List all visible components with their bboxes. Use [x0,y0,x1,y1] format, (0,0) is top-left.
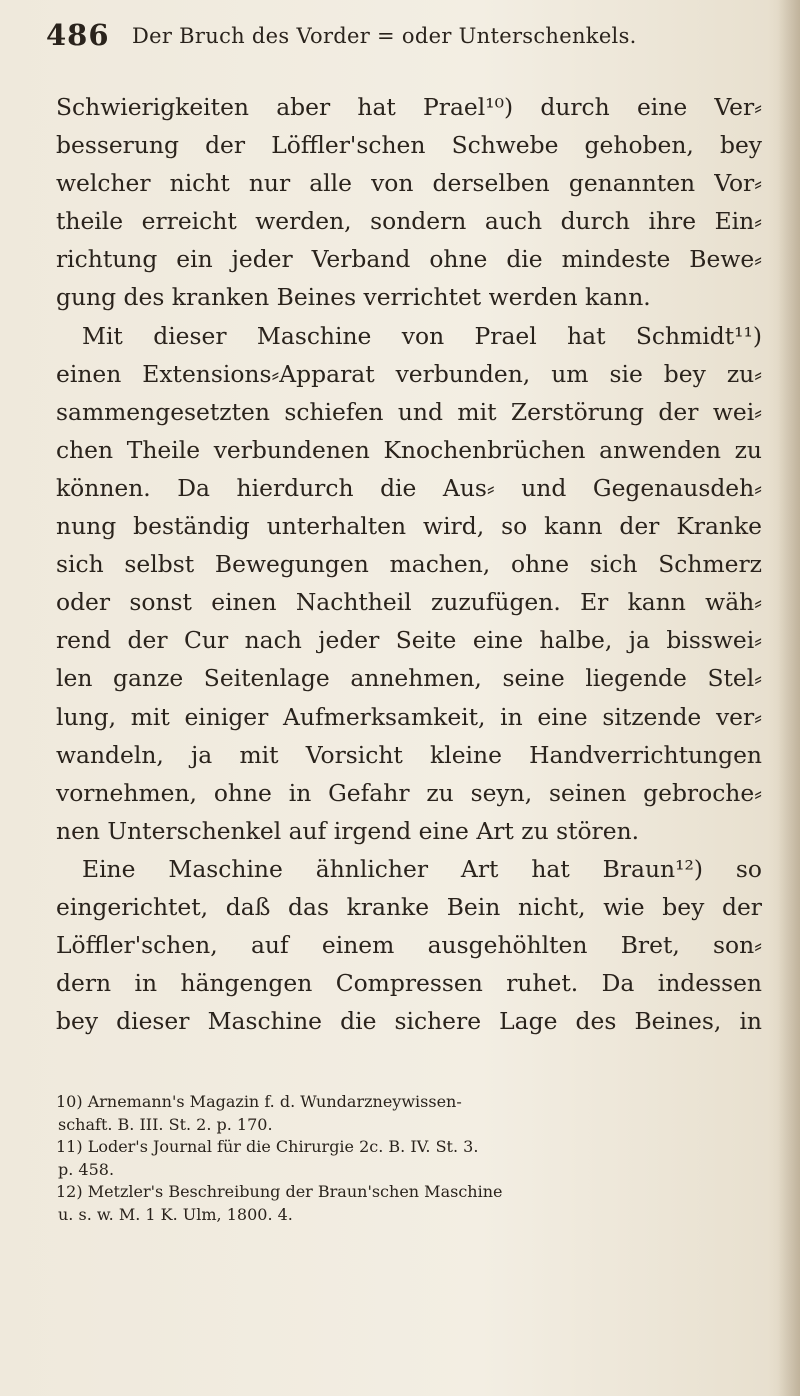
body-text [56,88,762,1040]
text-line: len ganze Seitenlage annehmen, seine liegende Stel⸗ [56,664,762,693]
text-line: können. Da hierdurch die Aus⸗ und Gegenausdeh⸗ [56,473,762,502]
footnote-line: u. s. w. M. 1 K. Ulm, 1800. 4. [58,1204,293,1224]
footnote-line: 10) Arnemann's Magazin f. d. Wundarzneywissen- [56,1092,462,1111]
text-line: eingerichtet, daß das kranke Bein nicht, wie bey der [56,892,762,921]
text-line: lung, mit einiger Aufmerksamkeit, in eine sitzende ver⸗ [56,702,762,731]
text-line: bey dieser Maschine die sichere Lage des Beines, in [56,1007,762,1036]
page-edge-shadow [778,0,800,1396]
running-head: Der Bruch des Vorder = oder Unterschenkels. [132,24,637,48]
text-line: gung des kranken Beines verrichtet werden kann. [56,283,651,312]
text-line: Löffler'schen, auf einem ausgehöhlten Bret, son⸗ [56,931,762,960]
text-line: chen Theile verbundenen Knochenbrüchen anwenden zu [56,435,762,464]
footnote-line: 11) Loder's Journal für die Chirurgie 2c. B. IV. St. 3. [56,1137,479,1156]
text-line: sammengesetzten schiefen und mit Zerstörung der wei⸗ [56,397,762,426]
text-line: besserung der Löffler'schen Schwebe gehoben, bey [56,131,762,160]
text-line: sich selbst Bewegungen machen, ohne sich Schmerz [56,550,762,579]
footnote-line: 12) Metzler's Beschreibung der Braun'schen Maschine [56,1182,503,1201]
page-number: 486 [46,18,110,52]
text-line: Mit dieser Maschine von Prael hat Schmidt¹¹) [82,321,762,350]
footnotes [56,1091,762,1226]
text-line: dern in hängengen Compressen ruhet. Da indessen [56,969,762,998]
footnote-line: p. 458. [58,1159,115,1179]
text-line: wandeln, ja mit Vorsicht kleine Handverrichtungen [56,740,762,769]
text-line: Schwierigkeiten aber hat Prael¹⁰) durch eine Ver⸗ [56,93,762,121]
text-line: vornehmen, ohne in Gefahr zu seyn, seinen gebroche⸗ [56,778,762,807]
text-line: Eine Maschine ähnlicher Art hat Braun¹²) so [82,854,762,883]
text-line: theile erreicht werden, sondern auch durch ihre Ein⸗ [56,207,762,236]
text-line: richtung ein jeder Verband ohne die mindeste Bewe⸗ [56,245,762,274]
text-line: oder sonst einen Nachtheil zuzufügen. Er kann wäh⸗ [56,588,762,617]
page-header [46,14,746,54]
text-line: nung beständig unterhalten wird, so kann der Kranke [56,512,762,541]
text-line: rend der Cur nach jeder Seite eine halbe, ja bisswei⸗ [56,626,762,655]
text-line: welcher nicht nur alle von derselben genannten Vor⸗ [56,169,762,198]
text-line: einen Extensions⸗Apparat verbunden, um sie bey zu⸗ [56,359,762,388]
text-line: nen Unterschenkel auf irgend eine Art zu stören. [56,816,640,845]
footnote-line: schaft. B. III. St. 2. p. 170. [58,1114,273,1134]
